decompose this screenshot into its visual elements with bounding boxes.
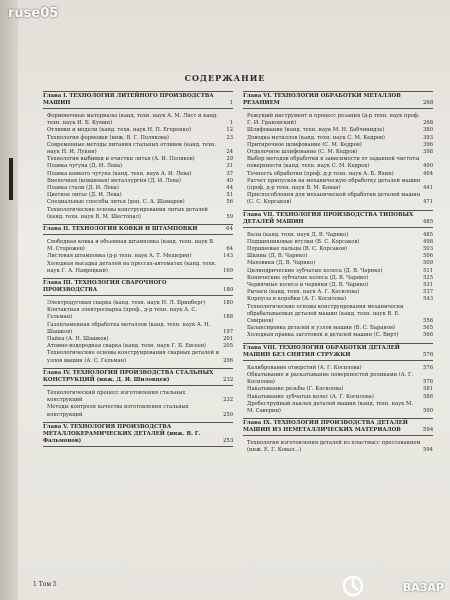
toc-entry-title: Обкатывание и раскатывание поверхностей роликами (А. Г. Косилова) bbox=[247, 371, 414, 386]
toc-entry-title: Дробеструйный наклеп деталей машин (канд. техн. наук М. М. Саверин) bbox=[247, 400, 414, 414]
toc-entry-title: Плавка ковкого чугуна (канд. техн. наук А. И. Лева) bbox=[47, 170, 192, 177]
toc-entry bbox=[247, 171, 433, 178]
toc-entry-title: Специальные способы литья (доц. С. А. Шамаров) bbox=[47, 199, 185, 206]
toc-page-number: 471 bbox=[423, 199, 433, 206]
toc-page-number: 498 bbox=[423, 238, 433, 245]
toc-entry bbox=[47, 239, 233, 253]
toc-entry-title: Плавка стали (Д. И. Лева) bbox=[47, 185, 119, 192]
toc-entry bbox=[247, 332, 433, 339]
toc-page-number: 531 bbox=[423, 282, 433, 289]
toc-page-number: 169 bbox=[223, 267, 233, 274]
toc-page-number: 40 bbox=[226, 177, 233, 184]
toc-column-left bbox=[43, 88, 233, 451]
toc-entry-title: Глава III. ТЕХНОЛОГИЯ СВАРОЧНОГО ПРОИЗВОДСТВА bbox=[43, 280, 167, 294]
toc-entry-title: Глава II. ТЕХНОЛОГИЯ КОВКИ И ШТАМПОВКИ bbox=[43, 226, 198, 233]
toc-entry bbox=[247, 239, 433, 246]
toc-page-number: 143 bbox=[223, 253, 233, 260]
toc-entry bbox=[47, 350, 233, 364]
toc-entry bbox=[247, 178, 433, 192]
toc-chapter bbox=[43, 422, 233, 447]
toc-chapter bbox=[243, 91, 433, 109]
toc-page-number: 485 bbox=[423, 231, 433, 238]
toc-page-number: 503 bbox=[423, 246, 433, 253]
toc-page-number: 396 bbox=[423, 141, 433, 148]
toc-entry bbox=[247, 365, 433, 372]
toc-entry-title: Выбор методов обработки в зависимости от заданной чистоты поверхности (канд. техн. наук С. М. Кедров) bbox=[247, 156, 420, 170]
toc-entry-title: Электродуговая сварка (канд. техн. наук Н. Л. Бринберг) bbox=[47, 300, 206, 307]
toc-page-number: 64 bbox=[226, 226, 233, 233]
toc-page-number: 59 bbox=[226, 213, 233, 220]
toc-page-number: 24 bbox=[226, 149, 233, 156]
page-edge bbox=[0, 0, 18, 600]
toc-page-number: 12 bbox=[226, 127, 233, 134]
toc-entry-title: Технологические основы конструирования механически обрабатываемых деталей машин (канд. техн. наук В. Е. Смирнов) bbox=[247, 303, 404, 325]
toc-page-number: 56 bbox=[226, 199, 233, 206]
toc-column-right bbox=[243, 88, 433, 455]
toc-entry bbox=[247, 113, 433, 127]
toc-entry bbox=[47, 178, 233, 185]
toc-page-number: 29 bbox=[226, 156, 233, 163]
toc-entry-title: Газопламенная обработка металлов (канд. техн. наук А. Н. Шашков) bbox=[47, 321, 211, 335]
toc-entry-title: Шлифование (канд. техн. наук М. Н. Бабчинидзе) bbox=[247, 127, 385, 134]
toc-entry-title: Расчет припусков на механическую обработку деталей машин (проф. д-р техн. наук В. М. Кован) bbox=[247, 177, 421, 192]
toc-page-number: 581 bbox=[423, 386, 433, 393]
toc-page-number: 268 bbox=[423, 100, 434, 106]
toc-entry-title: Атомно-водородная сварка (канд. техн. наук Г. Б. Евсеев) bbox=[47, 343, 206, 350]
toc-page-number: 180 bbox=[223, 287, 234, 294]
margin-mark bbox=[9, 158, 13, 200]
toc-entry-title: Доводка металлов (канд. техн. наук С. М. Кедров) bbox=[247, 134, 385, 141]
toc-entry-title: Холодная высадка деталей на прессах-автоматах (канд. техн. наук Г. А. Навроцкий) bbox=[47, 260, 217, 274]
toc-entry bbox=[247, 440, 433, 454]
toc-page-number: 404 bbox=[423, 170, 433, 177]
toc-entry bbox=[247, 232, 433, 239]
toc-entry-title: Глава IV. ТЕХНОЛОГИЯ ПРОИЗВОДСТВА СТАЛЬНЫХ КОНСТРУКЦИЙ (инж. Д. И. Шиловцев) bbox=[43, 369, 214, 383]
toc-page-number: 197 bbox=[223, 328, 233, 335]
toc-chapter bbox=[43, 91, 233, 109]
toc-entry bbox=[47, 127, 233, 134]
toc-page-number: 485 bbox=[423, 218, 434, 225]
toc-chapter bbox=[43, 278, 233, 296]
toc-entry bbox=[47, 253, 233, 260]
toc-entry-title: Глава IX. ТЕХНОЛОГИЯ ПРОИЗВОДСТВА ДЕТАЛЕЙ МАШИН ИЗ НЕМЕТАЛЛИЧЕСКИХ МАТЕРИАЛОВ bbox=[243, 420, 408, 434]
toc-entry-title: Глава V. ТЕХНОЛОГИЯ ПРОИЗВОДСТВА МЕТАЛЛОКЕРАМИЧЕСКИХ ДЕТАЛЕЙ (инж. В. Г. Фальмонов) bbox=[43, 423, 201, 444]
toc-chapter bbox=[243, 343, 433, 361]
toc-page-number: 441 bbox=[423, 185, 433, 192]
toc-page-number: 576 bbox=[423, 364, 433, 371]
toc-entry-title: Технология изготовления деталей из пластмасс прессованием (инж. Е. Г. Ковал...) bbox=[247, 440, 421, 454]
toc-page-number: 232 bbox=[223, 397, 233, 404]
toc-entry bbox=[47, 343, 233, 350]
toc-entry-title: Формовочные материалы (канд. техн. наук А. М. Лясс и канд. техн. наук И. Б. Кумин) bbox=[47, 113, 218, 127]
toc-page-number: 206 bbox=[223, 357, 233, 364]
toc-entry bbox=[47, 322, 233, 336]
toc-entry-title: Отделочное шлифование (С. М. Кедров) bbox=[247, 149, 358, 156]
toc-page-number: 590 bbox=[423, 407, 433, 414]
toc-entry bbox=[247, 268, 433, 275]
toc-page-number: 594 bbox=[423, 427, 434, 434]
toc-entry-title: Глава VIII. ТЕХНОЛОГИЯ ОБРАБОТКИ ДЕТАЛЕЙ МАШИН БЕЗ СНЯТИЯ СТРУЖКИ bbox=[243, 344, 400, 358]
toc-entry-title: Приспособления для механической обработки деталей машин (С. С. Корсаков) bbox=[247, 192, 421, 206]
toc-page-number: 188 bbox=[223, 314, 233, 321]
toc-page-number: 578 bbox=[423, 379, 433, 386]
toc-entry bbox=[247, 275, 433, 282]
toc-entry-title: Поршневые пальцы (В. С. Корсаков) bbox=[247, 246, 348, 253]
toc-page-number: 586 bbox=[423, 393, 433, 400]
toc-page-number: 576 bbox=[423, 351, 434, 358]
toc-page-number: 565 bbox=[423, 325, 433, 332]
toc-page-number: 64 bbox=[226, 246, 233, 253]
toc-entry bbox=[47, 307, 233, 321]
toc-page-number: 537 bbox=[423, 289, 433, 296]
toc-entry-title: Притирочное шлифование (С. М. Кедров) bbox=[247, 141, 362, 148]
toc-entry-title: Современные методы питания стальных отливок (канд. техн. наук Н. И. Лукин) bbox=[47, 141, 217, 156]
toc-page-number: 23 bbox=[226, 134, 233, 141]
toc-entry-title: Цветное литье (Д. И. Лева) bbox=[47, 192, 122, 199]
toc-chapter bbox=[243, 418, 433, 436]
toc-entry-title: Маховики (Д. В. Чарнко) bbox=[247, 260, 316, 267]
toc-page-number: 250 bbox=[223, 411, 233, 418]
watermark-top: ruse05 bbox=[8, 6, 59, 21]
toc-entry-title: Конические зубчатые колеса (Д. В. Чарнко) bbox=[247, 274, 369, 281]
toc-entry-title: Глава VII. ТЕХНОЛОГИЯ ПРОИЗВОДСТВА ТИПОВЫХ ДЕТАЛЕЙ МАШИН bbox=[243, 211, 414, 225]
toc-entry bbox=[47, 207, 233, 221]
toc-page-number: 253 bbox=[223, 437, 234, 444]
toc-page-number: 180 bbox=[223, 300, 233, 307]
toc-entry-title: Корпусы и коробки (А. Г. Косилова) bbox=[247, 296, 346, 303]
toc-page-number: 543 bbox=[423, 296, 433, 303]
toc-entry-title: Червячные колеса и червяки (Д. В. Чарнко) bbox=[247, 282, 369, 289]
toc-entry bbox=[247, 260, 433, 267]
toc-entry bbox=[47, 261, 233, 275]
toc-entry-title: Глава I. ТЕХНОЛОГИЯ ЛИТЕЙНОГО ПРОИЗВОДСТВА МАШИН bbox=[43, 93, 214, 106]
toc-page-number: 201 bbox=[223, 336, 233, 343]
toc-page-number: 400 bbox=[423, 163, 433, 170]
toc-page-number: 31 bbox=[226, 163, 233, 170]
toc-page-number: 511 bbox=[423, 267, 433, 274]
toc-entry-title: Технология формовки (инж. В. Г. Полякова) bbox=[47, 134, 169, 141]
toc-entry-title: Свободная ковка и объемная штамповка (канд. техн. наук В. М. Сторожев) bbox=[47, 239, 215, 253]
toc-page-number: 393 bbox=[423, 134, 433, 141]
toc-entry-title: Отливки и модели (канд. техн. наук Н. П. Егоренко) bbox=[47, 127, 192, 134]
toc-page-number: 51 bbox=[226, 192, 233, 199]
toc-entry bbox=[47, 142, 233, 156]
toc-entry-title: Холодная правка заготовок и деталей машин (С. Вирт) bbox=[247, 332, 399, 339]
toc-page-number: 232 bbox=[223, 376, 234, 383]
toc-chapter bbox=[243, 210, 433, 228]
toc-entry bbox=[47, 113, 233, 127]
toc-entry-title: Технологические основы конструирования сварных деталей и узлов машин (А. С. Гельман) bbox=[47, 350, 220, 364]
toc-page-number: 525 bbox=[423, 274, 433, 281]
toc-page-number: 509 bbox=[423, 260, 433, 267]
toc-page-number: 556 bbox=[423, 318, 433, 325]
toc-entry bbox=[247, 156, 433, 170]
toc-page-number: 398 bbox=[423, 149, 433, 156]
page-footer: 1 Том 5 bbox=[33, 581, 57, 588]
toc-entry bbox=[247, 296, 433, 303]
toc-entry-title: Рычаги (канд. техн. наук А. Г. Косилова) bbox=[247, 289, 360, 296]
toc-chapter bbox=[43, 224, 233, 235]
toc-entry bbox=[247, 142, 433, 149]
toc-entry bbox=[247, 127, 433, 134]
toc-page-number: 268 bbox=[423, 120, 433, 127]
toc-page-number: 566 bbox=[423, 332, 433, 339]
watermark-logo-icon bbox=[342, 575, 364, 597]
toc-entry bbox=[47, 390, 233, 404]
toc-page-number: 44 bbox=[226, 185, 233, 192]
toc-entry bbox=[247, 135, 433, 142]
toc-entry bbox=[247, 386, 433, 393]
toc-entry bbox=[247, 372, 433, 386]
toc-page-number: 594 bbox=[423, 447, 433, 454]
toc-page-number: 37 bbox=[226, 170, 233, 177]
toc-page-number: 380 bbox=[423, 127, 433, 134]
toc-entry-title: Методы контроля качества изготовления стальных конструкций bbox=[47, 404, 189, 418]
toc-entry-title: Накатывание резьбы (Г. Косилова) bbox=[247, 386, 344, 393]
toc-page-number: 1 bbox=[229, 120, 233, 127]
toc-entry bbox=[247, 401, 433, 415]
toc-entry-title: Накатывание зубчатых колес (А. Г. Косилова) bbox=[247, 393, 374, 400]
toc-entry-title: Режущий инструмент и процесс резания (д-р техн. наук проф. Г. И. Грановский) bbox=[247, 113, 420, 127]
toc-entry bbox=[247, 394, 433, 401]
toc-page-number: 506 bbox=[423, 253, 433, 260]
toc-entry bbox=[47, 135, 233, 142]
toc-entry-title: Валы (канд. техн. наук Д. В. Чарнко) bbox=[247, 231, 349, 238]
toc-entry-title: Шкивы (Д. В. Чарнко) bbox=[247, 253, 308, 260]
toc-entry-title: Технологический процесс изготовления стальных конструкций bbox=[47, 389, 186, 404]
toc-entry-title: Калибрование отверстий (А. Г. Косилова) bbox=[247, 364, 362, 371]
toc-entry bbox=[247, 192, 433, 206]
toc-entry-title: Контактная электросварка (проф., д-р техн. наук А. С. Гельман) bbox=[47, 307, 197, 321]
toc-entry-title: Плавка чугуна (Д. И. Лева) bbox=[47, 163, 123, 170]
toc-entry-title: Балансировка деталей и узлов машин (В. С. Баранов) bbox=[247, 325, 395, 332]
watermark-bottom-right: ВАЗАР bbox=[402, 581, 444, 594]
toc-entry-title: Внепечная (ковшевая) металлургия (Д. И. Лева) bbox=[47, 177, 181, 184]
toc-chapter bbox=[43, 368, 233, 386]
toc-entry bbox=[47, 199, 233, 206]
toc-page-number: 1 bbox=[229, 100, 233, 106]
toc-entry-title: Подшипниковые втулки (В. С. Корсаков) bbox=[247, 238, 360, 245]
toc-entry bbox=[47, 163, 233, 170]
toc-entry bbox=[247, 304, 433, 326]
toc-entry-title: Глава VI. ТЕХНОЛОГИЯ ОБРАБОТКИ МЕТАЛЛОВ РЕЗАНИЕМ bbox=[243, 93, 401, 106]
toc-entry bbox=[47, 404, 233, 418]
page-title: СОДЕРЖАНИЕ bbox=[184, 73, 266, 83]
toc-entry bbox=[47, 171, 233, 178]
toc-page-number: 205 bbox=[223, 343, 233, 350]
toc-entry-title: Технологические основы конструирования литых деталей (канд. техн. наук В. М. Шестопал) bbox=[47, 206, 208, 220]
toc-entry-title: Технология выбивки и очистки литья (А. И. Поляков) bbox=[47, 156, 195, 163]
toc-entry-title: Цилиндрические зубчатые колеса (Д. В. Чарнко) bbox=[247, 267, 383, 274]
toc-entry-title: Пайка (А. Н. Шашков) bbox=[47, 336, 109, 343]
toc-entry-title: Точность обработки (проф. д-р техн. наук А. Б. Яхин) bbox=[247, 170, 394, 177]
toc-entry-title: Листовая штамповка (д-р техн. наук А. Т. Мещерин) bbox=[47, 253, 192, 260]
